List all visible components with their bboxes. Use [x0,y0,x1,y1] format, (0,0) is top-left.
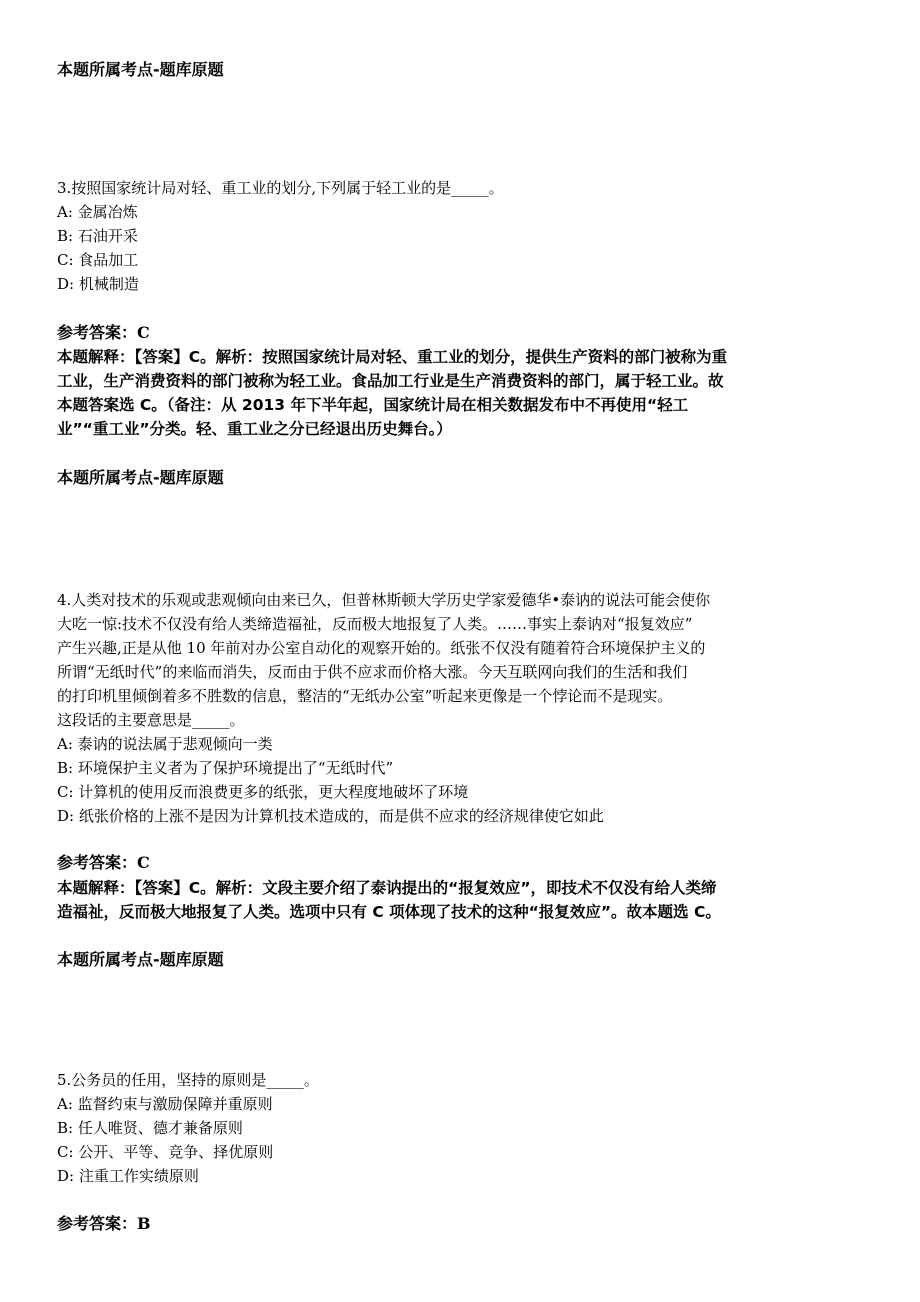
answer-prefix: 参考答案： [57,323,138,342]
answer-value: B [137,1214,151,1233]
explanation-line: 【答案】C。解析：文段主要介绍了泰讷提出的“报复效应”，即技术不仅没有给人类缔 [134,879,717,897]
question-4-stem-line: 所谓“无纸时代”的来临而消失，反而由于供不应求而价格大涨。今天互联网向我们的生活和我们 [57,663,688,681]
question-4 [57,588,867,828]
question-3-option-d: D: 机械制造 [57,275,139,293]
knowledge-point-label: 本题所属考点-题库原题 [57,468,224,487]
question-4-stem-line: 4.人类对技术的乐观或悲观倾向由来已久，但普林斯顿大学历史学家爱德华•泰讷的说法可能会使你 [57,591,711,609]
answer-value: C [137,853,150,872]
question-5-option-d: D: 注重工作实绩原则 [57,1167,199,1185]
question-4-stem-line: 的打印机里倾倒着多不胜数的信息，整洁的“无纸办公室”听起来更像是一个悖论而不是现实。 [57,687,673,705]
question-3 [57,176,867,296]
question-3-answer [57,321,867,345]
question-4-stem-line: 产生兴趣,正是从他 10 年前对办公室自动化的观察开始的。纸张不仅没有随着符合环境保护主义的 [57,639,706,657]
answer-prefix: 参考答案： [57,1214,138,1233]
question-4-option-d: D: 纸张价格的上涨不是因为计算机技术造成的，而是供不应求的经济规律使它如此 [57,807,604,825]
question-4-answer [57,851,867,875]
knowledge-point-label: 本题所属考点-题库原题 [57,60,224,79]
explanation-line: 本题答案选 C。（备注：从 2013 年下半年起，国家统计局在相关数据发布中不再使用“轻工 [57,396,689,414]
question-5 [57,1068,867,1188]
answer-value: C [137,323,150,342]
question-3-stem: 3.按照国家统计局对轻、重工业的划分,下列属于轻工业的是_____。 [57,179,504,197]
explanation-line: 工业，生产消费资料的部门被称为轻工业。食品加工行业是生产消费资料的部门，属于轻工业。故 [57,372,724,390]
explanation-prefix: 本题解释： [57,348,135,366]
question-4-option-b: B: 环境保护主义者为了保护环境提出了“无纸时代” [57,759,394,777]
question-4-option-a: A: 泰讷的说法属于悲观倾向一类 [57,735,273,753]
question-5-option-c: C: 公开、平等、竞争、择优原则 [57,1143,274,1161]
knowledge-point-label: 本题所属考点-题库原题 [57,950,224,969]
explanation-line: 造福祉，反而极大地报复了人类。选项中只有 C 项体现了技术的这种“报复效应”。故本题选 C。 [57,903,721,921]
question-3-option-b: B: 石油开采 [57,227,138,245]
question-3-explanation [57,345,867,441]
question-4-stem-line: 大吃一惊:技术不仅没有给人类缔造福祉，反而极大地报复了人类。……事实上泰讷对“报复效应” [57,615,693,633]
explanation-line: 业”“重工业”分类。轻、重工业之分已经退出历史舞台。） [57,420,452,438]
question-5-answer [57,1212,867,1236]
question-5-option-b: B: 任人唯贤、德才兼备原则 [57,1119,243,1137]
question-4-stem-line: 这段话的主要意思是_____。 [57,711,245,729]
question-3-option-a: A: 金属冶炼 [57,203,138,221]
answer-prefix: 参考答案： [57,853,138,872]
question-3-option-c: C: 食品加工 [57,251,139,269]
question-4-option-c: C: 计算机的使用反而浪费更多的纸张，更大程度地破坏了环境 [57,783,469,801]
question-4-explanation [57,876,867,924]
explanation-line: 【答案】C。解析：按照国家统计局对轻、重工业的划分，提供生产资料的部门被称为重 [134,348,728,366]
question-5-option-a: A: 监督约束与激励保障并重原则 [57,1095,273,1113]
explanation-prefix: 本题解释： [57,879,135,897]
question-5-stem: 5.公务员的任用，坚持的原则是_____。 [57,1071,319,1089]
